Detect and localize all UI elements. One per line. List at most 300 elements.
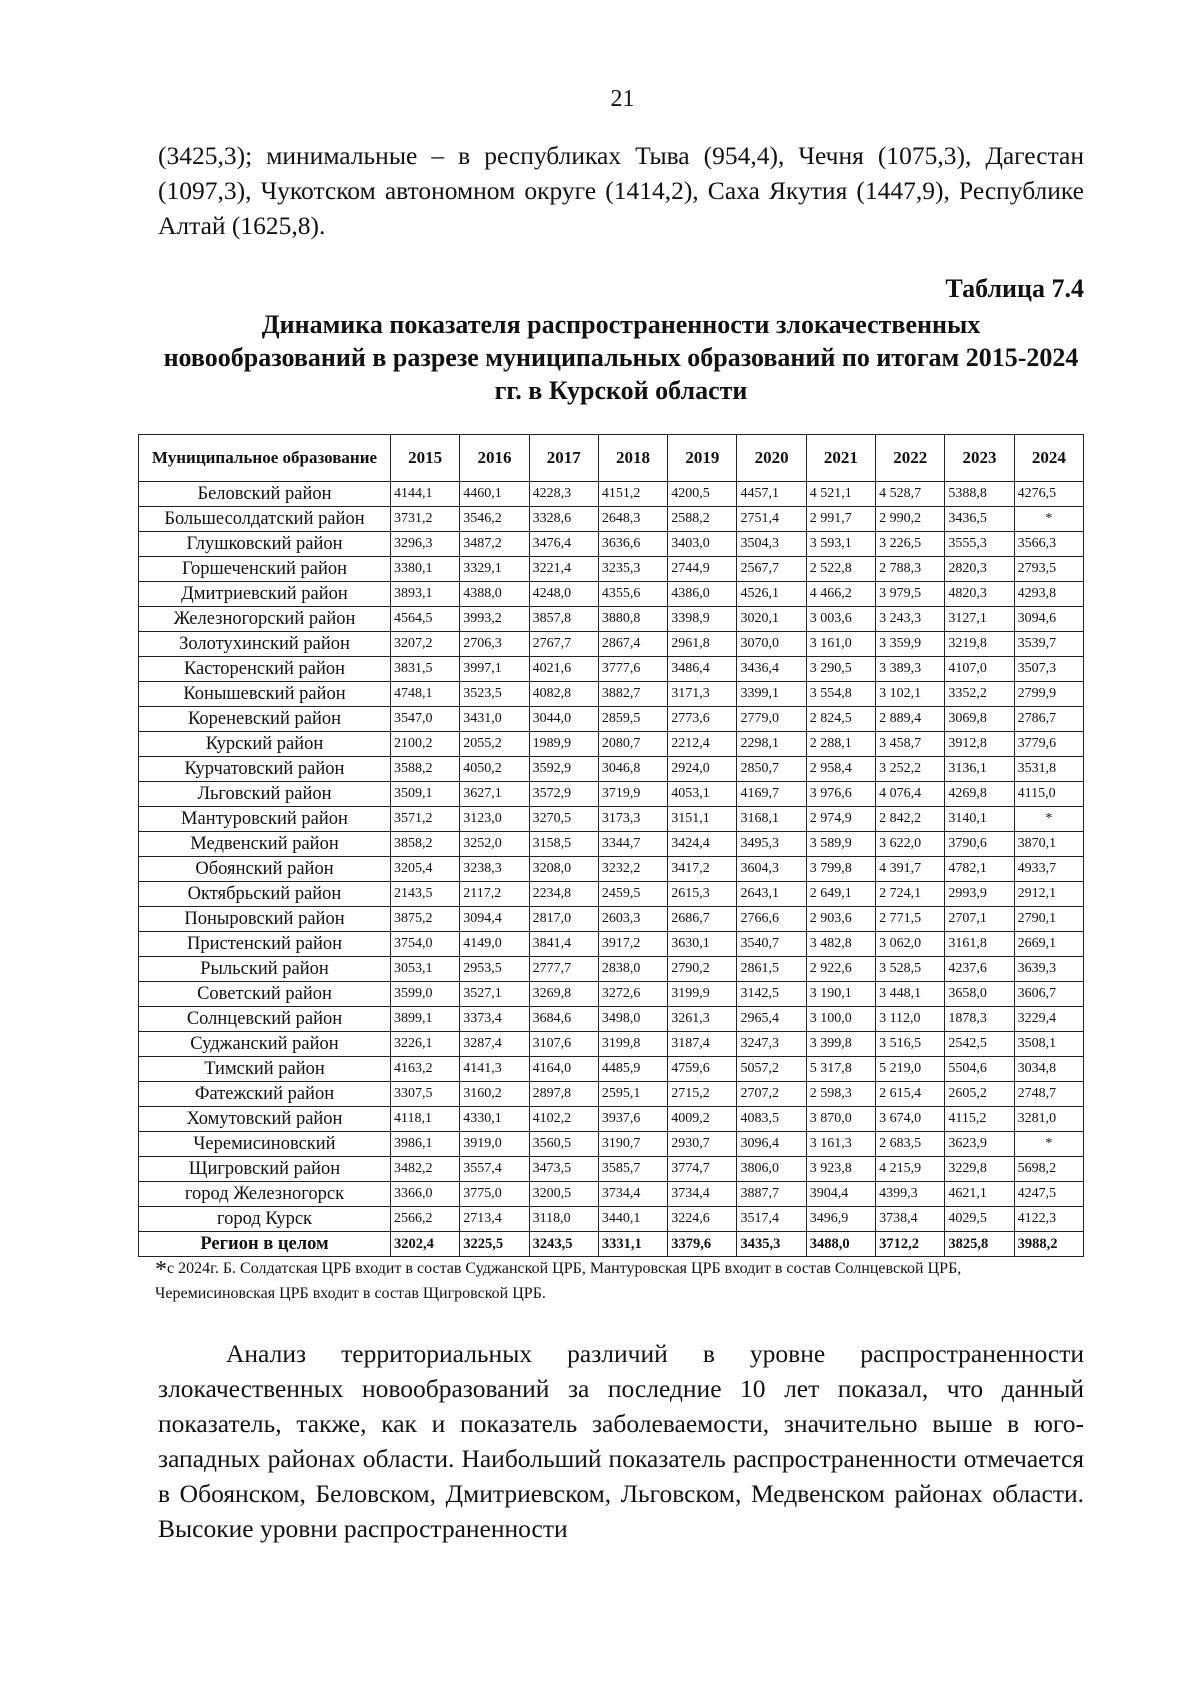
value-cell: 3307,5 <box>391 1082 460 1107</box>
value-cell: 3243,5 <box>529 1232 598 1257</box>
value-cell: 4200,5 <box>668 482 737 507</box>
value-cell: 3738,4 <box>876 1207 945 1232</box>
value-cell: * <box>1014 507 1083 532</box>
value-cell: 3225,5 <box>460 1232 529 1257</box>
value-cell: 3281,0 <box>1014 1107 1083 1132</box>
value-cell: 2 615,4 <box>876 1082 945 1107</box>
value-cell: 2 522,8 <box>806 557 875 582</box>
value-cell: 3344,7 <box>598 832 667 857</box>
municipality-name: Хомутовский район <box>139 1107 391 1132</box>
value-cell: 3997,1 <box>460 657 529 682</box>
value-cell: 3604,3 <box>737 857 806 882</box>
value-cell: 4293,8 <box>1014 582 1083 607</box>
value-cell: 4237,6 <box>945 957 1014 982</box>
value-cell: 4759,6 <box>668 1057 737 1082</box>
municipality-name: Медвенский район <box>139 832 391 857</box>
value-cell: 3046,8 <box>598 757 667 782</box>
value-cell: 2924,0 <box>668 757 737 782</box>
value-cell: 3202,4 <box>391 1232 460 1257</box>
table-row <box>139 957 1084 982</box>
value-cell: 2773,6 <box>668 707 737 732</box>
value-cell: 3173,3 <box>598 807 667 832</box>
table-row <box>139 932 1084 957</box>
value-cell: 3436,5 <box>945 507 1014 532</box>
value-cell: 3221,4 <box>529 557 598 582</box>
value-cell: 2 903,6 <box>806 907 875 932</box>
value-cell: 3988,2 <box>1014 1232 1083 1257</box>
value-cell: 3606,7 <box>1014 982 1083 1007</box>
table-row <box>139 1182 1084 1207</box>
analysis-paragraph: Анализ территориальных различий в уровне распространенности злокачественных новообразований за последние 10 лет показал, что данный показатель, также, как и показатель заболеваемости, значительно выше в юго-западных районах области. Наибольший показатель распространенности отмечается в Обоянском, Беловском, Дмитриевском, Льговском, Медвенском районах области. Высокие уровни распространенности <box>158 1339 1084 1543</box>
value-cell: 3403,0 <box>668 532 737 557</box>
value-cell: 3207,2 <box>391 632 460 657</box>
value-cell: 2 288,1 <box>806 732 875 757</box>
value-cell: 4460,1 <box>460 482 529 507</box>
value-cell: 3199,9 <box>668 982 737 1007</box>
value-cell: 4122,3 <box>1014 1207 1083 1232</box>
value-cell: 4748,1 <box>391 682 460 707</box>
municipality-name: Поныровский район <box>139 907 391 932</box>
value-cell: 3777,6 <box>598 657 667 682</box>
value-cell: 2 889,4 <box>876 707 945 732</box>
value-cell: 3219,8 <box>945 632 1014 657</box>
value-cell: 3158,5 <box>529 832 598 857</box>
municipality-name: Мантуровский район <box>139 807 391 832</box>
value-cell: 3229,4 <box>1014 1007 1083 1032</box>
value-cell: 2930,7 <box>668 1132 737 1157</box>
value-cell: 3 112,0 <box>876 1007 945 1032</box>
value-cell: 3858,2 <box>391 832 460 857</box>
value-cell: 4457,1 <box>737 482 806 507</box>
value-cell: 3488,0 <box>806 1232 875 1257</box>
header-municipality: Муниципальное образование <box>139 435 391 482</box>
data-table <box>138 434 1084 1257</box>
value-cell: 3731,2 <box>391 507 460 532</box>
value-cell: 4141,3 <box>460 1057 529 1082</box>
value-cell: 4021,6 <box>529 657 598 682</box>
value-cell: 4115,2 <box>945 1107 1014 1132</box>
value-cell: 3566,3 <box>1014 532 1083 557</box>
value-cell: 3 100,0 <box>806 1007 875 1032</box>
value-cell: 3118,0 <box>529 1207 598 1232</box>
value-cell: 3435,3 <box>737 1232 806 1257</box>
value-cell: 4164,0 <box>529 1057 598 1082</box>
value-cell: 3328,6 <box>529 507 598 532</box>
value-cell: 3 870,0 <box>806 1107 875 1132</box>
value-cell: 4 528,7 <box>876 482 945 507</box>
region-total-label: Регион в целом <box>139 1232 391 1257</box>
municipality-name: Горшеченский район <box>139 557 391 582</box>
municipality-name: город Железногорск <box>139 1182 391 1207</box>
value-cell: 3 062,0 <box>876 932 945 957</box>
value-cell: 2744,9 <box>668 557 737 582</box>
value-cell: 4029,5 <box>945 1207 1014 1232</box>
municipality-name: Курский район <box>139 732 391 757</box>
value-cell: 3329,1 <box>460 557 529 582</box>
value-cell: 4564,5 <box>391 607 460 632</box>
value-cell: 3136,1 <box>945 757 1014 782</box>
header-year: 2024 <box>1014 435 1083 482</box>
header-year: 2022 <box>876 435 945 482</box>
value-cell: 4102,2 <box>529 1107 598 1132</box>
header-year: 2016 <box>460 435 529 482</box>
value-cell: 3 003,6 <box>806 607 875 632</box>
value-cell: 2 990,2 <box>876 507 945 532</box>
value-cell: 2 598,3 <box>806 1082 875 1107</box>
value-cell: 2212,4 <box>668 732 737 757</box>
value-cell: 3572,9 <box>529 782 598 807</box>
value-cell: 3539,7 <box>1014 632 1083 657</box>
value-cell: 3187,4 <box>668 1032 737 1057</box>
value-cell: 2713,4 <box>460 1207 529 1232</box>
header-year: 2017 <box>529 435 598 482</box>
value-cell: 2298,1 <box>737 732 806 757</box>
municipality-name: Советский район <box>139 982 391 1007</box>
value-cell: 3557,4 <box>460 1157 529 1182</box>
value-cell: 2055,2 <box>460 732 529 757</box>
value-cell: 3094,6 <box>1014 607 1083 632</box>
municipality-name: Конышевский район <box>139 682 391 707</box>
value-cell: 2953,5 <box>460 957 529 982</box>
value-cell: 3517,4 <box>737 1207 806 1232</box>
municipality-name: Касторенский район <box>139 657 391 682</box>
value-cell: 4144,1 <box>391 482 460 507</box>
value-cell: 2234,8 <box>529 882 598 907</box>
table-row <box>139 832 1084 857</box>
value-cell: 3 593,1 <box>806 532 875 557</box>
value-cell: 3272,6 <box>598 982 667 1007</box>
value-cell: 2686,7 <box>668 907 737 932</box>
value-cell: 3599,0 <box>391 982 460 1007</box>
value-cell: 2566,2 <box>391 1207 460 1232</box>
value-cell: 2643,1 <box>737 882 806 907</box>
value-cell: 4269,8 <box>945 782 1014 807</box>
value-cell: 4 466,2 <box>806 582 875 607</box>
value-cell: 3 923,8 <box>806 1157 875 1182</box>
table-row <box>139 882 1084 907</box>
value-cell: 3 589,9 <box>806 832 875 857</box>
value-cell: 3712,2 <box>876 1232 945 1257</box>
value-cell: 3509,1 <box>391 782 460 807</box>
value-cell: 3431,0 <box>460 707 529 732</box>
value-cell: 4115,0 <box>1014 782 1083 807</box>
value-cell: 3487,2 <box>460 532 529 557</box>
header-year: 2023 <box>945 435 1014 482</box>
table-row <box>139 982 1084 1007</box>
value-cell: 3893,1 <box>391 582 460 607</box>
value-cell: 2 991,7 <box>806 507 875 532</box>
value-cell: 2779,0 <box>737 707 806 732</box>
value-cell: 2790,1 <box>1014 907 1083 932</box>
table-row <box>139 782 1084 807</box>
value-cell: 3993,2 <box>460 607 529 632</box>
value-cell: 3252,0 <box>460 832 529 857</box>
value-cell: 4820,3 <box>945 582 1014 607</box>
value-cell: 3399,1 <box>737 682 806 707</box>
value-cell: 2595,1 <box>598 1082 667 1107</box>
value-cell: 4248,0 <box>529 582 598 607</box>
value-cell: 3 252,2 <box>876 757 945 782</box>
value-cell: 3044,0 <box>529 707 598 732</box>
value-cell: 2080,7 <box>598 732 667 757</box>
table-row <box>139 582 1084 607</box>
value-cell: 3440,1 <box>598 1207 667 1232</box>
value-cell: 2897,8 <box>529 1082 598 1107</box>
value-cell: 2912,1 <box>1014 882 1083 907</box>
municipality-name: Тимский район <box>139 1057 391 1082</box>
table-row <box>139 1007 1084 1032</box>
value-cell: 2786,7 <box>1014 707 1083 732</box>
value-cell: 2820,3 <box>945 557 1014 582</box>
value-cell: 5698,2 <box>1014 1157 1083 1182</box>
value-cell: 3658,0 <box>945 982 1014 1007</box>
value-cell: 3247,3 <box>737 1032 806 1057</box>
value-cell: 3 389,3 <box>876 657 945 682</box>
value-cell: 3882,7 <box>598 682 667 707</box>
value-cell: 2669,1 <box>1014 932 1083 957</box>
value-cell: 3 979,5 <box>876 582 945 607</box>
value-cell: 3774,7 <box>668 1157 737 1182</box>
value-cell: 3504,3 <box>737 532 806 557</box>
value-cell: 3 243,3 <box>876 607 945 632</box>
municipality-name: Кореневский район <box>139 707 391 732</box>
value-cell: 3627,1 <box>460 782 529 807</box>
value-cell: 3734,4 <box>598 1182 667 1207</box>
value-cell: 2 683,5 <box>876 1132 945 1157</box>
value-cell: 5 219,0 <box>876 1057 945 1082</box>
value-cell: 3261,3 <box>668 1007 737 1032</box>
value-cell: 2790,2 <box>668 957 737 982</box>
value-cell: 3 458,7 <box>876 732 945 757</box>
value-cell: 3937,6 <box>598 1107 667 1132</box>
footnote <box>155 1257 1085 1306</box>
value-cell: 3 674,0 <box>876 1107 945 1132</box>
value-cell: 3096,4 <box>737 1132 806 1157</box>
value-cell: 3232,2 <box>598 857 667 882</box>
value-cell: 3775,0 <box>460 1182 529 1207</box>
municipality-name: Курчатовский район <box>139 757 391 782</box>
value-cell: 3560,5 <box>529 1132 598 1157</box>
value-cell: 2766,6 <box>737 907 806 932</box>
value-cell: 4933,7 <box>1014 857 1083 882</box>
value-cell: 3226,1 <box>391 1032 460 1057</box>
value-cell: 2542,5 <box>945 1032 1014 1057</box>
value-cell: 2748,7 <box>1014 1082 1083 1107</box>
header-year: 2021 <box>806 435 875 482</box>
value-cell: 4118,1 <box>391 1107 460 1132</box>
page-number: 21 <box>610 86 635 112</box>
value-cell: 3205,4 <box>391 857 460 882</box>
value-cell: 3790,6 <box>945 832 1014 857</box>
municipality-name: Суджанский район <box>139 1032 391 1057</box>
value-cell: 3904,4 <box>806 1182 875 1207</box>
value-cell: 4388,0 <box>460 582 529 607</box>
value-cell: 3269,8 <box>529 982 598 1007</box>
value-cell: 3482,2 <box>391 1157 460 1182</box>
table-row <box>139 557 1084 582</box>
value-cell: 3424,4 <box>668 832 737 857</box>
value-cell: 2 824,5 <box>806 707 875 732</box>
value-cell: 2799,9 <box>1014 682 1083 707</box>
value-cell: 3235,3 <box>598 557 667 582</box>
value-cell: 2588,2 <box>668 507 737 532</box>
value-cell: 3547,0 <box>391 707 460 732</box>
value-cell: 3151,1 <box>668 807 737 832</box>
value-cell: 3880,8 <box>598 607 667 632</box>
header-year: 2019 <box>668 435 737 482</box>
header-year: 2018 <box>598 435 667 482</box>
header-year: 2015 <box>391 435 460 482</box>
table-row <box>139 482 1084 507</box>
value-cell: 2751,4 <box>737 507 806 532</box>
value-cell: 3476,4 <box>529 532 598 557</box>
footnote-star: * <box>155 1257 167 1283</box>
municipality-name: Октябрьский район <box>139 882 391 907</box>
table-row <box>139 707 1084 732</box>
municipality-name: Рыльский район <box>139 957 391 982</box>
value-cell: 5057,2 <box>737 1057 806 1082</box>
value-cell: 3229,8 <box>945 1157 1014 1182</box>
value-cell: 3857,8 <box>529 607 598 632</box>
value-cell: * <box>1014 807 1083 832</box>
value-cell: 3 976,6 <box>806 782 875 807</box>
value-cell: 3754,0 <box>391 932 460 957</box>
value-cell: 3986,1 <box>391 1132 460 1157</box>
value-cell: 3719,9 <box>598 782 667 807</box>
value-cell: 3379,6 <box>668 1232 737 1257</box>
value-cell: 4009,2 <box>668 1107 737 1132</box>
municipality-name: Беловский район <box>139 482 391 507</box>
value-cell: 4107,0 <box>945 657 1014 682</box>
value-cell: 2859,5 <box>598 707 667 732</box>
value-cell: 3161,8 <box>945 932 1014 957</box>
value-cell: 3585,7 <box>598 1157 667 1182</box>
value-cell: 3540,7 <box>737 932 806 957</box>
value-cell: 3 161,3 <box>806 1132 875 1157</box>
value-cell: 3841,4 <box>529 932 598 957</box>
value-cell: 2117,2 <box>460 882 529 907</box>
value-cell: 2 922,6 <box>806 957 875 982</box>
table-row <box>139 732 1084 757</box>
value-cell: 2993,9 <box>945 882 1014 907</box>
value-cell: 2605,2 <box>945 1082 1014 1107</box>
table-row <box>139 757 1084 782</box>
value-cell: 3571,2 <box>391 807 460 832</box>
value-cell: 3127,1 <box>945 607 1014 632</box>
value-cell: 3034,8 <box>1014 1057 1083 1082</box>
header-year: 2020 <box>737 435 806 482</box>
value-cell: 3899,1 <box>391 1007 460 1032</box>
value-cell: 3070,0 <box>737 632 806 657</box>
value-cell: 4163,2 <box>391 1057 460 1082</box>
value-cell: 5388,8 <box>945 482 1014 507</box>
value-cell: 3 448,1 <box>876 982 945 1007</box>
value-cell: 3 528,5 <box>876 957 945 982</box>
value-cell: 3486,4 <box>668 657 737 682</box>
value-cell: 3 226,5 <box>876 532 945 557</box>
value-cell: 4 076,4 <box>876 782 945 807</box>
value-cell: 2 958,4 <box>806 757 875 782</box>
value-cell: 2706,3 <box>460 632 529 657</box>
value-cell: 3531,8 <box>1014 757 1083 782</box>
value-cell: 3473,5 <box>529 1157 598 1182</box>
value-cell: 2965,4 <box>737 1007 806 1032</box>
value-cell: 5504,6 <box>945 1057 1014 1082</box>
table-row <box>139 1082 1084 1107</box>
table-row <box>139 807 1084 832</box>
table-row <box>139 632 1084 657</box>
value-cell: 3630,1 <box>668 932 737 957</box>
value-cell: 4 521,1 <box>806 482 875 507</box>
table-total-row <box>139 1232 1084 1257</box>
value-cell: 2 771,5 <box>876 907 945 932</box>
municipality-name: Пристенский район <box>139 932 391 957</box>
value-cell: 4083,5 <box>737 1107 806 1132</box>
table-row <box>139 1107 1084 1132</box>
value-cell: 3069,8 <box>945 707 1014 732</box>
value-cell: 2100,2 <box>391 732 460 757</box>
value-cell: 4386,0 <box>668 582 737 607</box>
table-row <box>139 657 1084 682</box>
value-cell: 3636,6 <box>598 532 667 557</box>
value-cell: 2777,7 <box>529 957 598 982</box>
table-row <box>139 1157 1084 1182</box>
value-cell: 3806,0 <box>737 1157 806 1182</box>
value-cell: 3734,4 <box>668 1182 737 1207</box>
table-row <box>139 857 1084 882</box>
municipality-name: Глушковский район <box>139 532 391 557</box>
value-cell: 4169,7 <box>737 782 806 807</box>
value-cell: 3380,1 <box>391 557 460 582</box>
table-row <box>139 1207 1084 1232</box>
value-cell: 3296,3 <box>391 532 460 557</box>
value-cell: 4247,5 <box>1014 1182 1083 1207</box>
value-cell: 3 161,0 <box>806 632 875 657</box>
value-cell: 2648,3 <box>598 507 667 532</box>
value-cell: 3 622,0 <box>876 832 945 857</box>
value-cell: 4276,5 <box>1014 482 1083 507</box>
value-cell: 3398,9 <box>668 607 737 632</box>
value-cell: 2861,5 <box>737 957 806 982</box>
value-cell: 3588,2 <box>391 757 460 782</box>
value-cell: 3498,0 <box>598 1007 667 1032</box>
value-cell: 5 317,8 <box>806 1057 875 1082</box>
value-cell: 2 842,2 <box>876 807 945 832</box>
value-cell: 3 516,5 <box>876 1032 945 1057</box>
value-cell: 2707,2 <box>737 1082 806 1107</box>
value-cell: 3140,1 <box>945 807 1014 832</box>
value-cell: 3107,6 <box>529 1032 598 1057</box>
municipality-name: город Курск <box>139 1207 391 1232</box>
value-cell: 3779,6 <box>1014 732 1083 757</box>
table-title: Динамика показателя распространенности злокачественных новообразований в разрезе муниципальных образований по итогам 2015-2024 гг. в Курской области <box>163 310 1079 405</box>
value-cell: 3199,8 <box>598 1032 667 1057</box>
table-label: Таблица 7.4 <box>945 274 1084 303</box>
table-header-row <box>139 435 1084 482</box>
municipality-name: Обоянский район <box>139 857 391 882</box>
table-row <box>139 1132 1084 1157</box>
value-cell: 3224,6 <box>668 1207 737 1232</box>
municipality-name: Железногорский район <box>139 607 391 632</box>
value-cell: 2143,5 <box>391 882 460 907</box>
value-cell: 3496,9 <box>806 1207 875 1232</box>
value-cell: 3020,1 <box>737 607 806 632</box>
value-cell: 2 974,9 <box>806 807 875 832</box>
table-body <box>139 482 1084 1257</box>
value-cell: 3190,7 <box>598 1132 667 1157</box>
value-cell: 3555,3 <box>945 532 1014 557</box>
value-cell: 2715,2 <box>668 1082 737 1107</box>
